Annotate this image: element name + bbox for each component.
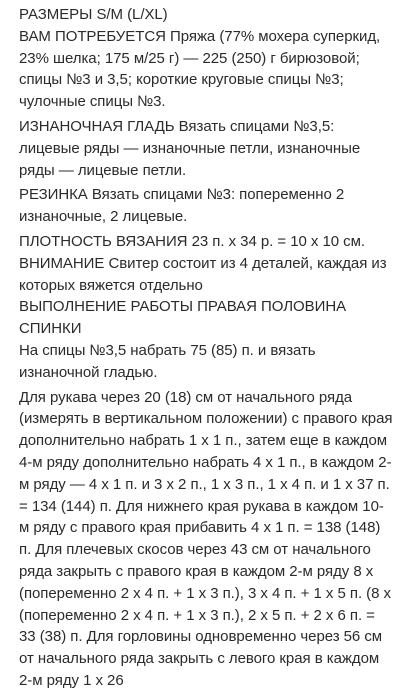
attention-paragraph: ВНИМАНИЕ Свитер состоит из 4 деталей, каждая из которых вяжется отдельно — [19, 254, 387, 294]
sizes-paragraph: РАЗМЕРЫ S/M (L/XL) — [19, 6, 168, 23]
materials-paragraph: ВАМ ПОТРЕБУЕТСЯ Пряжа (77% мохера суперкид, 23% шелка; 175 м/25 г) — 225 (250) г бирюзовой; спицы №3 и 3,5; короткие круговые спицы №3; чулочные спицы №3. — [19, 27, 381, 111]
section-heading: ВЫПОЛНЕНИЕ РАБОТЫ ПРАВАЯ ПОЛОВИНА СПИНКИ — [19, 298, 347, 338]
ribbing-paragraph: РЕЗИНКА Вязать спицами №3: попеременно 2 изнаночные, 2 лицевые. — [19, 186, 345, 226]
gauge-paragraph: ПЛОТНОСТЬ ВЯЗАНИЯ 23 п. х 34 р. = 10 х 10 см. — [19, 232, 366, 250]
cast-on-paragraph: На спицы №3,5 набрать 75 (85) п. и вязать изнаночной гладью. — [19, 341, 316, 381]
instructions-paragraph: Для рукава через 20 (18) см от начального ряда (измерять в вертикальном положении) с правого края дополнительно набрать 1 х 1 п., затем еще в каждом 4-м ряду дополнительно набрать 4 х 1 п., в каждом 2-м ряду — 4 х 1 п. и 3 х 2 п., 1 х 3 п., 1 х 4 п. и 1 х 37 п. = 134 (144) п. Для нижнего края рукава в каждом 10-м ряду с правого края прибавить 4 х 1 п. = 138 (148) п. Для плечевых скосов через 43 см от начального ряда закрыть с правого края в каждом 2-м ряду 8 х (попеременно 2 х 4 п. + 1 х 3 п.), 3 х 4 п. + 1 х 5 п. (8 х (попеременно 2 х 4 п. + 1 х 3 п.), 2 х 5 п. + 2 х 6 п. = 33 (38) п. Для горловины одновременно через 56 см от начального ряда закрыть с левого края в каждом 2-м ряду 1 х 26 — [19, 388, 393, 689]
purl-stitch-paragraph: ИЗНАНОЧНАЯ ГЛАДЬ Вязать спицами №3,5: лицевые ряды — изнаночные петли, изнаночные ряды — лицевые петли. — [19, 117, 361, 179]
